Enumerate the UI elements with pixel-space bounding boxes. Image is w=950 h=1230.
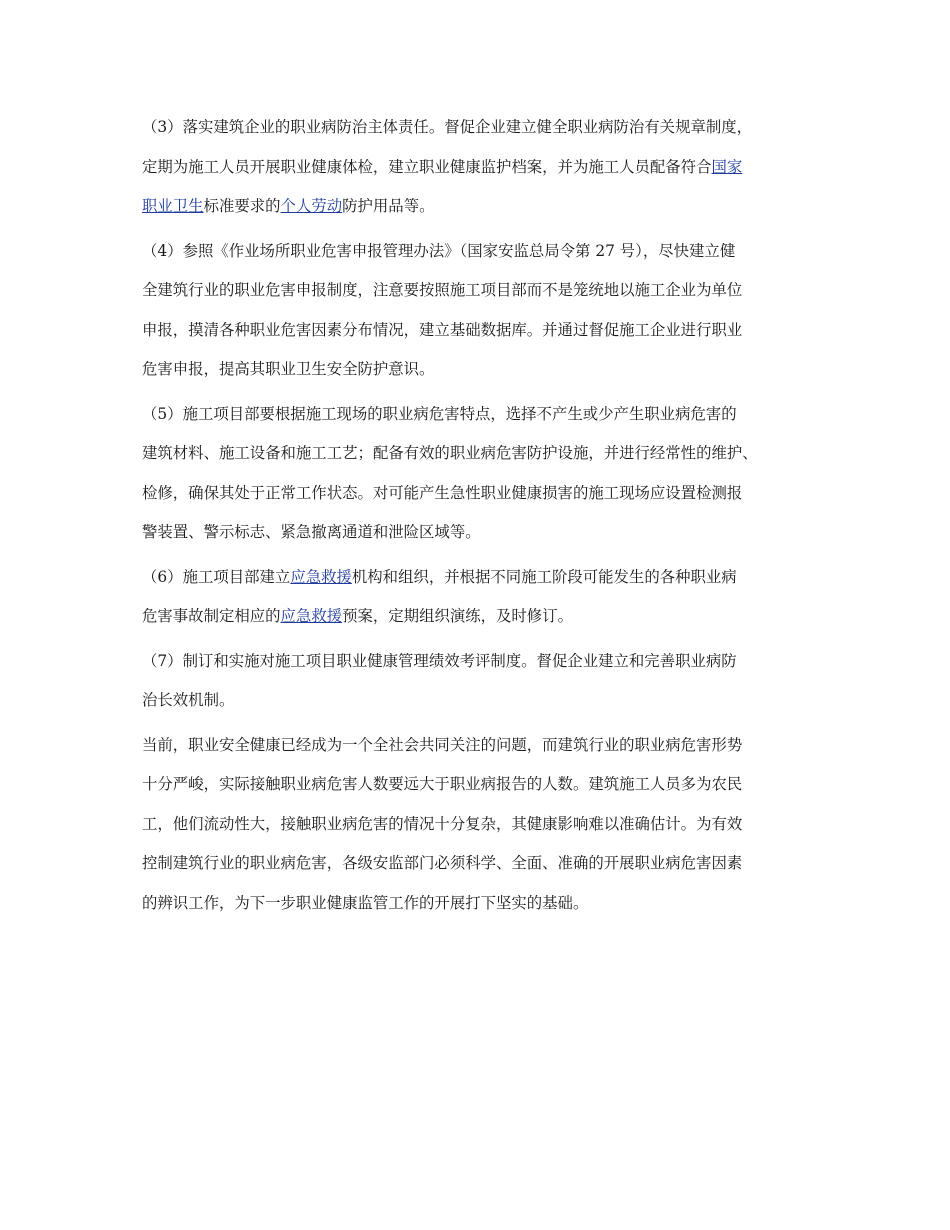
text-line: （5）施工项目部要根据施工现场的职业病危害特点，选择不产生或少产生职业病危害的 xyxy=(142,404,737,423)
paragraph-7 xyxy=(142,642,812,721)
paragraph-5 xyxy=(142,395,812,553)
paragraph-3 xyxy=(142,108,812,227)
text-line: （3）落实建筑企业的职业病防治主体责任。督促企业建立健全职业病防治有关规章制度， xyxy=(142,118,753,136)
text-line: 警装置、警示标志、紧急撤离通道和泄险区域等。 xyxy=(142,523,481,541)
text-line: 全建筑行业的职业危害申报制度，注意要按照施工项目部而不是笼统地以施工企业为单位 xyxy=(142,281,743,299)
text-line: 工，他们流动性大，接触职业病危害的情况十分复杂，其健康影响难以准确估计。为有效 xyxy=(142,814,743,833)
text-line: 控制建筑行业的职业病危害，各级安监部门必须科学、全面、准确的开展职业病危害因素 xyxy=(142,854,743,872)
paragraph-4 xyxy=(142,232,812,390)
paragraph-8 xyxy=(142,726,812,924)
text-line: 建筑材料、施工设备和施工工艺；配备有效的职业病危害防护设施，并进行经常性的维护、 xyxy=(142,444,758,462)
text-line: 的辨识工作，为下一步职业健康监管工作的开展打下坚实的基础。 xyxy=(142,893,589,912)
link-national-occupational-health-2[interactable]: 职业卫生 xyxy=(142,197,204,215)
text-line: 危害申报，提高其职业卫生安全防护意识。 xyxy=(142,360,435,378)
text-line: 申报，摸清各种职业危害因素分布情况，建立基础数据库。并通过督促施工企业进行职业 xyxy=(142,320,743,339)
text-line: 定期为施工人员开展职业健康体检，建立职业健康监护档案，并为施工人员配备符合国家 xyxy=(142,157,743,176)
link-personal-labor[interactable]: 个人劳动 xyxy=(280,197,343,215)
link-emergency-rescue-2[interactable]: 应急救援 xyxy=(280,607,343,625)
document-page xyxy=(142,108,812,928)
link-national-occupational-health-1[interactable]: 国家 xyxy=(711,157,743,176)
text-line: 十分严峻，实际接触职业病危害人数要远大于职业病报告的人数。建筑施工人员多为农民 xyxy=(142,775,743,793)
text-line: 检修，确保其处于正常工作状态。对可能产生急性职业健康损害的施工现场应设置检测报 xyxy=(142,483,743,502)
text-line: （4）参照《作业场所职业危害申报管理办法》（国家安监总局令第 27 号），尽快建立健 xyxy=(142,241,736,260)
text-line: 危害事故制定相应的应急救援预案，定期组织演练，及时修订。 xyxy=(142,607,573,625)
paragraph-6 xyxy=(142,558,812,637)
text-line: （6）施工项目部建立应急救援机构和组织，并根据不同施工阶段可能发生的各种职业病 xyxy=(142,567,737,586)
link-emergency-rescue-1[interactable]: 应急救援 xyxy=(290,567,352,586)
text-line: 治长效机制。 xyxy=(142,691,235,709)
text-line: 当前，职业安全健康已经成为一个全社会共同关注的问题，而建筑行业的职业病危害形势 xyxy=(142,735,743,754)
text-line: 职业卫生标准要求的个人劳动防护用品等。 xyxy=(142,197,435,215)
text-line: （7）制订和实施对施工项目职业健康管理绩效考评制度。督促企业建立和完善职业病防 xyxy=(142,651,737,670)
